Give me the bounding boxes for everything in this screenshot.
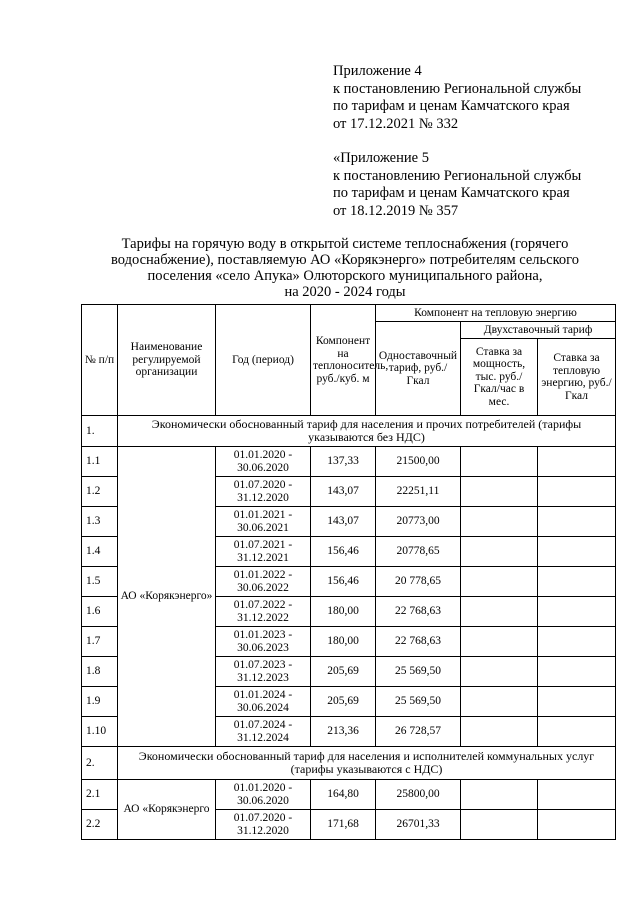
row-energy <box>538 447 616 477</box>
row-period: 01.01.2021 - 30.06.2021 <box>216 507 311 537</box>
row-energy <box>538 507 616 537</box>
org-name: АО «Корякэнерго <box>118 780 216 840</box>
tariff-table <box>81 304 616 840</box>
appendix-line: к постановлению Региональной службы <box>333 80 582 97</box>
row-single: 26 728,57 <box>376 717 461 747</box>
row-capacity <box>461 537 538 567</box>
header-num: № п/п <box>82 305 118 416</box>
header-two-rate: Двухставочный тариф <box>461 322 616 339</box>
row-energy <box>538 687 616 717</box>
header-capacity-rate: Ставка за мощность, тыс. руб./Гкал/час в мес. <box>461 339 538 416</box>
row-period: 01.01.2024 - 30.06.2024 <box>216 687 311 717</box>
row-single: 25 569,50 <box>376 687 461 717</box>
header-thermal-group: Компонент на тепловую энергию <box>376 305 616 322</box>
row-period: 01.07.2020 - 31.12.2020 <box>216 477 311 507</box>
row-period: 01.01.2020 - 30.06.2020 <box>216 447 311 477</box>
row-num: 1.10 <box>82 717 118 747</box>
row-period: 01.01.2020 - 30.06.2020 <box>216 780 311 810</box>
row-capacity <box>461 477 538 507</box>
row-num: 1.7 <box>82 627 118 657</box>
row-period: 01.01.2022 - 30.06.2022 <box>216 567 311 597</box>
title-line: поселения «село Апука» Олюторского муниципального района, <box>147 268 543 284</box>
row-capacity <box>461 447 538 477</box>
row-carrier: 180,00 <box>311 627 376 657</box>
row-num: 1.3 <box>82 507 118 537</box>
row-num: 1.5 <box>82 567 118 597</box>
row-period: 01.07.2022 - 31.12.2022 <box>216 597 311 627</box>
row-energy <box>538 627 616 657</box>
row-capacity <box>461 810 538 840</box>
row-single: 26701,33 <box>376 810 461 840</box>
row-carrier: 143,07 <box>311 507 376 537</box>
row-single: 25800,00 <box>376 780 461 810</box>
row-carrier: 213,36 <box>311 717 376 747</box>
row-single: 21500,00 <box>376 447 461 477</box>
document-title <box>82 236 608 300</box>
row-period: 01.07.2021 - 31.12.2021 <box>216 537 311 567</box>
header-heat-carrier: Компонент на теплоноситель, руб./куб. м <box>311 305 376 416</box>
section-num: 2. <box>82 747 118 780</box>
row-carrier: 205,69 <box>311 657 376 687</box>
row-carrier: 156,46 <box>311 567 376 597</box>
row-capacity <box>461 507 538 537</box>
row-single: 22 768,63 <box>376 597 461 627</box>
row-carrier: 164,80 <box>311 780 376 810</box>
row-carrier: 143,07 <box>311 477 376 507</box>
appendix-line: от 18.12.2019 № 357 <box>333 202 459 219</box>
row-num: 1.4 <box>82 537 118 567</box>
appendix-line: Приложение 4 <box>333 63 422 79</box>
section-num: 1. <box>82 416 118 447</box>
row-energy <box>538 657 616 687</box>
appendix-line: по тарифам и ценам Камчатского края <box>333 185 570 201</box>
row-single: 20773,00 <box>376 507 461 537</box>
row-energy <box>538 597 616 627</box>
section-title: Экономически обоснованный тариф для населения и исполнителей коммунальных услуг (тарифы указываются с НДС) <box>118 747 616 780</box>
row-single: 20 778,65 <box>376 567 461 597</box>
row-energy <box>538 717 616 747</box>
row-capacity <box>461 780 538 810</box>
title-line: водоснабжение), поставляемую АО «Корякэнерго» потребителям сельского <box>111 252 579 268</box>
row-energy <box>538 567 616 597</box>
row-num: 2.1 <box>82 780 118 810</box>
row-capacity <box>461 657 538 687</box>
row-num: 1.8 <box>82 657 118 687</box>
row-period: 01.07.2023 - 31.12.2023 <box>216 657 311 687</box>
row-energy <box>538 537 616 567</box>
row-capacity <box>461 567 538 597</box>
row-num: 1.9 <box>82 687 118 717</box>
appendix-line: от 17.12.2021 № 332 <box>333 115 459 132</box>
title-line: Тарифы на горячую воду в открытой системе теплоснабжения (горячего <box>121 236 569 252</box>
title-line: на 2020 - 2024 годы <box>284 284 406 300</box>
header-period: Год (период) <box>216 305 311 416</box>
row-carrier: 180,00 <box>311 597 376 627</box>
row-single: 22251,11 <box>376 477 461 507</box>
row-carrier: 171,68 <box>311 810 376 840</box>
row-carrier: 137,33 <box>311 447 376 477</box>
row-capacity <box>461 717 538 747</box>
row-period: 01.07.2020 - 31.12.2020 <box>216 810 311 840</box>
appendix-4-block <box>333 63 581 133</box>
row-single: 25 569,50 <box>376 657 461 687</box>
row-period: 01.01.2023 - 30.06.2023 <box>216 627 311 657</box>
header-energy-rate: Ставка за тепловую энергию, руб./Гкал <box>538 339 616 416</box>
row-num: 1.2 <box>82 477 118 507</box>
appendix-line: по тарифам и ценам Камчатского края <box>333 98 570 114</box>
row-capacity <box>461 627 538 657</box>
row-carrier: 156,46 <box>311 537 376 567</box>
row-single: 20778,65 <box>376 537 461 567</box>
row-capacity <box>461 687 538 717</box>
header-single-rate: Одноставочный тариф, руб./Гкал <box>376 322 461 416</box>
row-single: 22 768,63 <box>376 627 461 657</box>
appendix-line: «Приложение 5 <box>333 150 429 166</box>
header-org: Наименование регулируемой организации <box>118 305 216 416</box>
row-capacity <box>461 597 538 627</box>
row-num: 1.1 <box>82 447 118 477</box>
row-carrier: 205,69 <box>311 687 376 717</box>
row-energy <box>538 477 616 507</box>
row-num: 1.6 <box>82 597 118 627</box>
row-num: 2.2 <box>82 810 118 840</box>
org-name: АО «Корякэнерго» <box>118 447 216 747</box>
section-title: Экономически обоснованный тариф для населения и прочих потребителей (тарифы указываются без НДС) <box>118 416 616 447</box>
appendix-5-block <box>333 150 581 220</box>
row-energy <box>538 780 616 810</box>
row-energy <box>538 810 616 840</box>
row-period: 01.07.2024 - 31.12.2024 <box>216 717 311 747</box>
appendix-line: к постановлению Региональной службы <box>333 167 582 184</box>
